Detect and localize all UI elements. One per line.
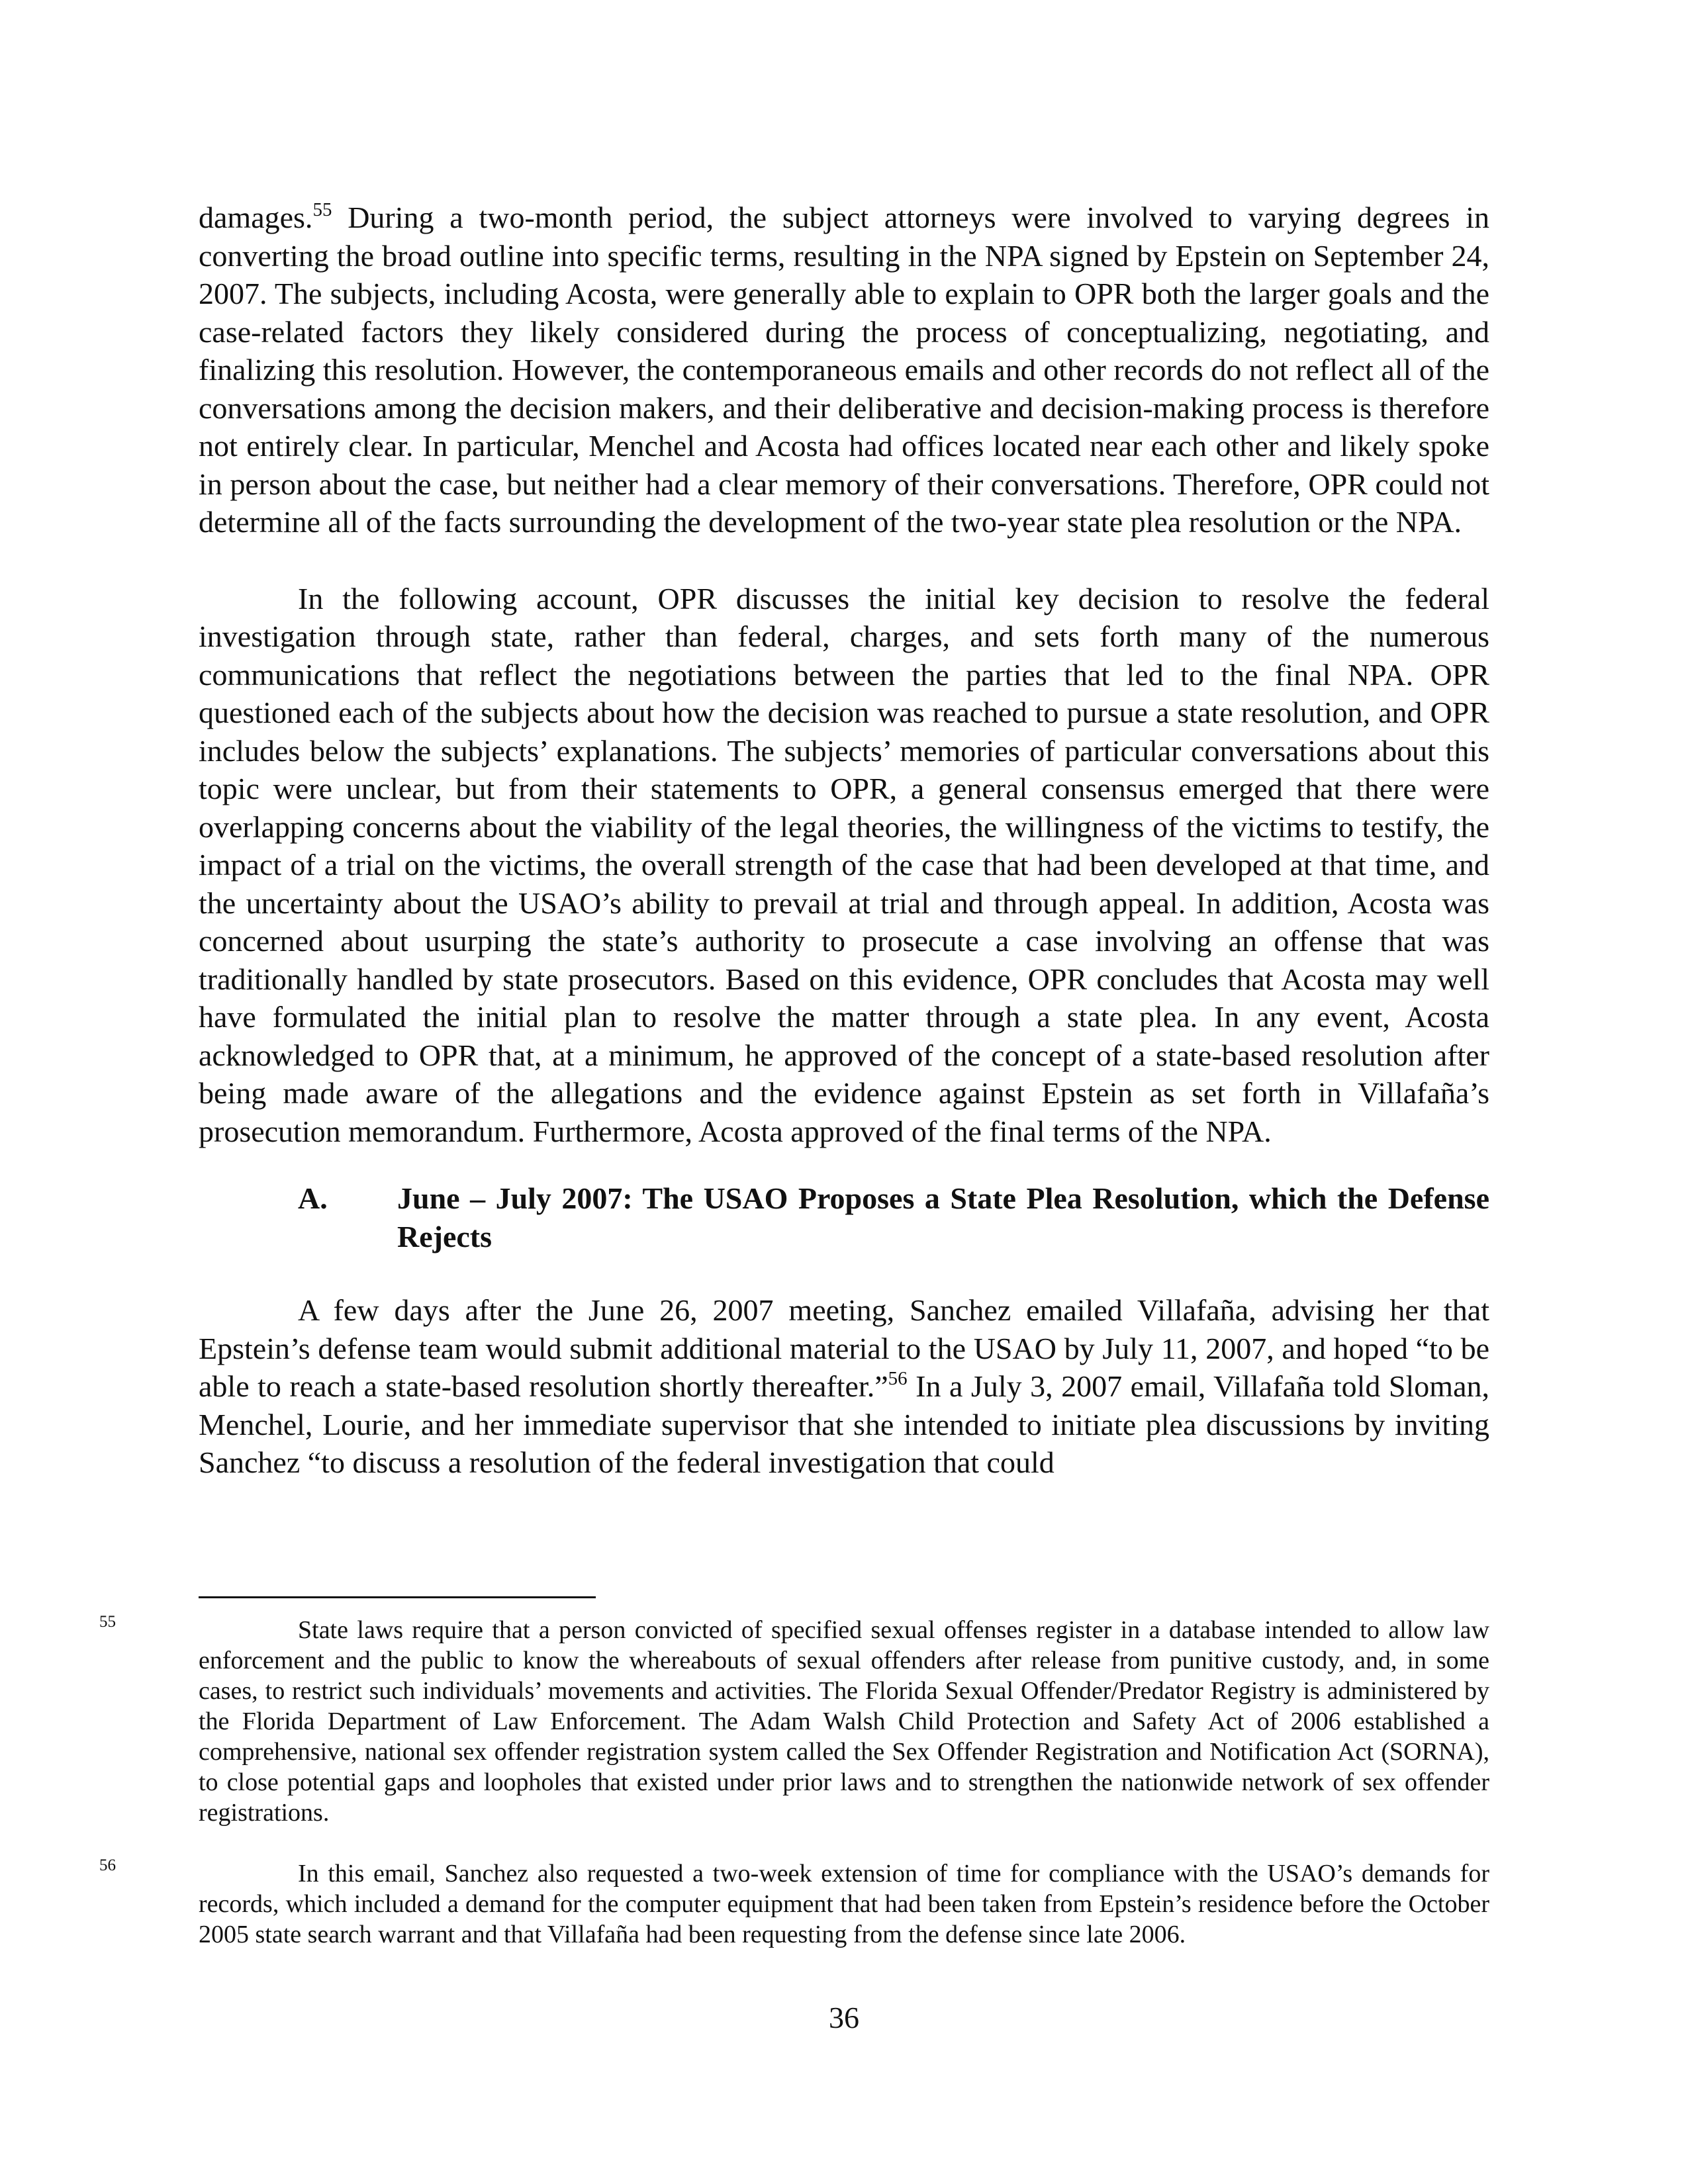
body-paragraph-3 [199, 1291, 1489, 1482]
paragraph-text: A few days after the June 26, 2007 meeting, Sanchez emailed Villafaña, advising her that Epstein’s defense team would submit additional material to the USAO by July 11, 2007, and hoped “to be able to reach a state-based resolution shortly thereafter.” [199, 1293, 1489, 1403]
footnote-text: In this email, Sanchez also requested a two-week extension of time for compliance with the USAO’s demands for records, which included a demand for the computer equipment that had been taken from Epstein’s residence before the October 2005 state search warrant and that Villafaña had been requesting from the defense since late 2006. [199, 1860, 1489, 1948]
footnote-number: 55 [99, 1613, 116, 1631]
footnote-number: 56 [99, 1856, 116, 1874]
section-title: June – July 2007: The USAO Proposes a State Plea Resolution, which the Defense Rejects [397, 1181, 1489, 1253]
footnote-56 [99, 1856, 1489, 1950]
page-number: 36 [829, 2001, 859, 2034]
footnote-reference-55[interactable]: 55 [312, 199, 332, 220]
paragraph-text: In a July 3, 2007 email, Villafaña told Sloman, Menchel, Lourie, and her immediate supervisor that she intended to initiate plea discussions by inviting Sanchez “to discuss a resolution of the federal investigation that could [199, 1369, 1489, 1479]
section-heading [199, 1179, 1489, 1255]
footnotes [99, 1613, 1489, 1950]
footnote-separator [199, 1596, 596, 1598]
paragraph-text: damages. [199, 201, 313, 234]
document-body [199, 199, 1489, 1482]
footnote-reference-56[interactable]: 56 [888, 1368, 908, 1389]
section-letter: A. [298, 1181, 328, 1215]
paragraph-text: During a two-month period, the subject attorneys were involved to varying degrees in converting the broad outline into specific terms, resulting in the NPA signed by Epstein on September 24, 2007. The subjects, including Acosta, were generally able to explain to OPR both the larger goals and the case-related factors they likely considered during the process of conceptualizing, negotiating, and finalizing this resolution. However, the contemporaneous emails and other records do not reflect all of the conversations among the decision makers, and their deliberative and decision-making process is therefore not entirely clear. In particular, Menchel and Acosta had offices located near each other and likely spoke in person about the case, but neither had a clear memory of their conversations. Therefore, OPR could not determine all of the facts surrounding the development of the two-year state plea resolution or the NPA. [199, 201, 1489, 539]
body-paragraph-1 [199, 199, 1489, 541]
footnote-55 [99, 1613, 1489, 1828]
footnote-text: State laws require that a person convicted of specified sexual offenses register in a database intended to allow law enforcement and the public to know the whereabouts of sexual offenders after release from punitive custody, and, in some cases, to restrict such individuals’ movements and activities. The Florida Sexual Offender/Predator Registry is administered by the Florida Department of Law Enforcement. The Adam Walsh Child Protection and Safety Act of 2006 established a comprehensive, national sex offender registration system called the Sex Offender Registration and Notification Act (SORNA), to close potential gaps and loopholes that existed under prior laws and to strengthen the nationwide network of sex offender registrations. [199, 1616, 1489, 1827]
body-paragraph-2: In the following account, OPR discusses the initial key decision to resolve the federal investigation through state, rather than federal, charges, and sets forth many of the numerous communications that reflect the negotiations between the parties that led to the final NPA. OPR questioned each of the subjects about how the decision was reached to pursue a state resolution, and OPR includes below the subjects’ explanations. The subjects’ memories of particular conversations about this topic were unclear, but from their statements to OPR, a general consensus emerged that there were overlapping concerns about the viability of the legal theories, the willingness of the victims to testify, the impact of a trial on the victims, the overall strength of the case that had been developed at that time, and the uncertainty about the USAO’s ability to prevail at trial and through appeal. In addition, Acosta was concerned about usurping the state’s authority to prosecute a case involving an offense that was traditionally handled by state prosecutors. Based on this evidence, OPR concludes that Acosta may well have formulated the initial plan to resolve the matter through a state plea. In any event, Acosta acknowledged to OPR that, at a minimum, he approved of the concept of a state-based resolution after being made aware of the allegations and the evidence against Epstein as set forth in Villafaña’s prosecution memorandum. Furthermore, Acosta approved of the final terms of the NPA. [199, 581, 1489, 1148]
